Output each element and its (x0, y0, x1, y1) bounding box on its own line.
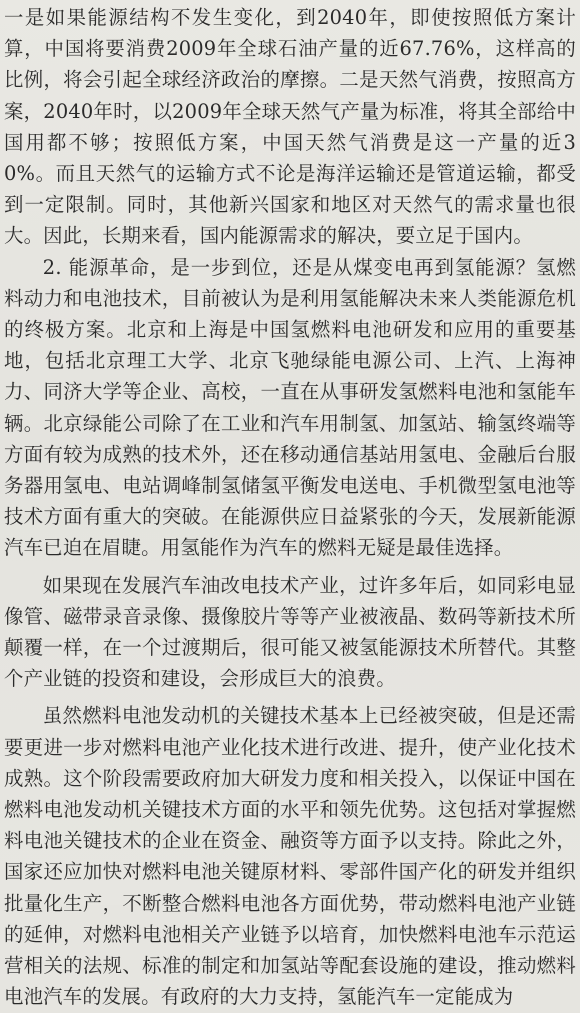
paragraph-fuel-cell-policy: 虽然燃料电池发动机的关键技术基本上已经被突破，但是还需要更进一步对燃料电池产业化技术进行改进、提升，使产业化技术成熟。这个阶段需要政府加大研发力度和相关投入，以保证中国在燃料电池发动机关键技术方面的水平和领先优势。这包括对掌握燃料电池关键技术的企业在资金、融资等方面予以支持。除此之外，国家还应加快对燃料电池关键原材料、零部件国产化的研发并组织批量化生产，不断整合燃料电池各方面优势，带动燃料电池产业链的延伸，对燃料电池相关产业链予以培育，加快燃料电池车示范运营相关的法规、标准的制定和加氢站等配套设施的建设，推动燃料电池汽车的发展。有政府的大力支持，氢能汽车一定能成为 (4, 704, 576, 1009)
paragraph-oil-to-electric: 如果现在发展汽车油改电技术产业，过许多年后，如同彩电显像管、磁带录音录像、摄像胶片等等产业被液晶、数码等新技术所颠覆一样，在一个过渡期后，很可能又被氢能源技术所替代。其整个产业链的投资和建设，会形成巨大的浪费。 (4, 573, 576, 691)
paragraph-energy-consumption: 一是如果能源结构不发生变化，到2040年，即使按照低方案计算，中国将要消费2009年全球石油产量的近67.76%，这样高的比例，将会引起全球经济政治的摩擦。二是天然气消费，按照高方案，2040年时，以2009年全球天然气产量为标准，将其全部给中国用都不够；按照低方案，中国天然气消费是这一产量的近30%。而且天然气的运输方式不论是海洋运输还是管道运输，都受到一定限制。同时，其他新兴国家和地区对天然气的需求量也很大。因此，长期来看，国内能源需求的解决，要立足于国内。 (4, 6, 576, 248)
paragraph-energy-revolution: 2. 能源革命，是一步到位，还是从煤变电再到氢能源？氢燃料动力和电池技术，目前被认为是利用氢能解决未来人类能源危机的终极方案。北京和上海是中国氢燃料电池研发和应用的重要基地，包括北京理工大学、北京飞驰绿能电源公司、上汽、上海神力、同济大学等企业、高校，一直在从事研发氢燃料电池和氢能车辆。北京绿能公司除了在工业和汽车用制氢、加氢站、输氢终端等方面有较为成熟的技术外，还在移动通信基站用氢电、金融后台服务器用氢电、电站调峰制氢储氢平衡发电送电、手机微型氢电池等技术方面有重大的突破。在能源供应日益紧张的今天，发展新能源汽车已迫在眉睫。用氢能作为汽车的燃料无疑是最佳选择。 (4, 255, 576, 560)
